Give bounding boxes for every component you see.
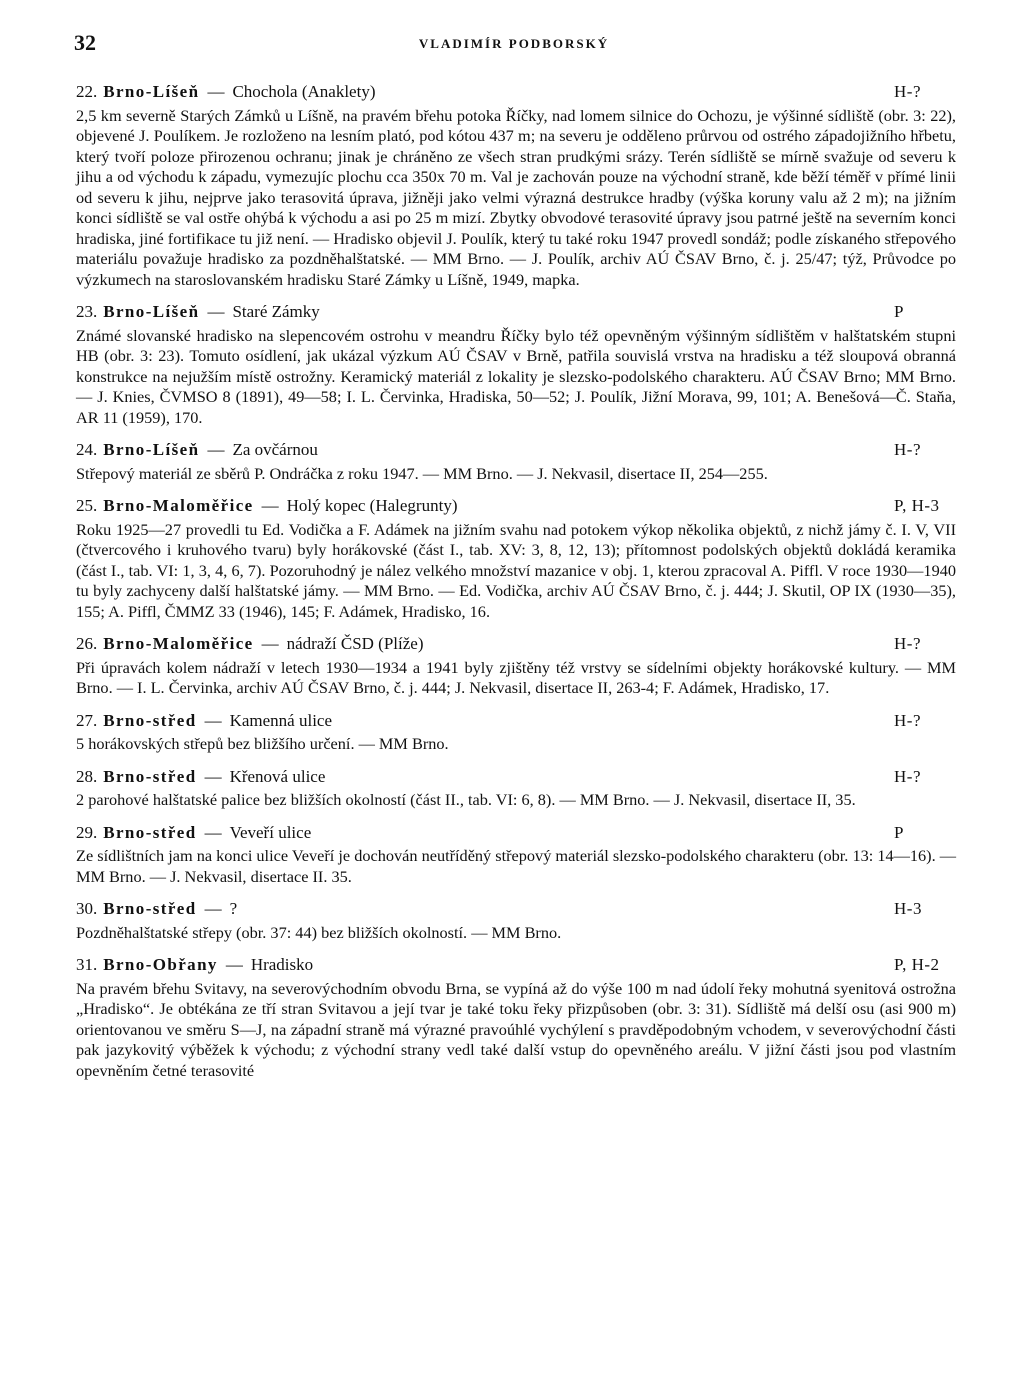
- entry-site: Za ovčárnou: [232, 440, 318, 459]
- entry-dash: —: [207, 440, 225, 459]
- entry-heading: [76, 82, 956, 103]
- entry-text: 5 horákovských střepů bez bližšího určení. — MM Brno.: [76, 734, 449, 753]
- entry-dating: H-?: [894, 440, 921, 459]
- entry-23: [76, 302, 956, 428]
- entry-dating: H-3: [894, 899, 922, 918]
- entry-dash: —: [207, 82, 225, 101]
- entry-dash: —: [261, 496, 279, 515]
- entry-site: nádraží ČSD (Plíže): [286, 634, 424, 653]
- entry-dash: —: [261, 634, 279, 653]
- entry-number: 25.: [76, 496, 98, 515]
- entry-25: [76, 496, 956, 622]
- entry-site: Staré Zámky: [232, 302, 320, 321]
- entry-site: ?: [229, 899, 238, 918]
- entry-heading: [76, 440, 956, 461]
- entry-number: 30.: [76, 899, 98, 918]
- entry-number: 23.: [76, 302, 98, 321]
- entry-text: Při úpravách kolem nádraží v letech 1930—1934 a 1941 byly zjištěny též vrstvy se sídelními objekty horákovské kultury. — MM Brno. — I. L. Červinka, archiv AÚ ČSAV Brno, č. j. 444; J. Nekvasil, disertace II, 263-4; F. Adámek, Hradisko, 17.: [76, 657, 956, 697]
- entry-text: Na pravém břehu Svitavy, na severovýchodním obvodu Brna, se vypíná až do výše 100 m nad údolí řeky mohutná syenitová ostrožna „Hradisko“. Je obtékána ze tří stran Svitavou a její tvar je také toku řeky přizpůsoben (obr. 3: 31). Sídliště má delší osu (asi 900 m) orientovanou ve směru S—J, na západní straně má výrazné pravoúhlé vychýlení s pravděpodobným vchodem, v severovýchodní části pak jazykovitý výběžek k východu; z východní strany vedl také další vstup do opevněného areálu. V jižní části jsou pod vlastním opevněním četné terasovité: [76, 978, 956, 1080]
- entry-28: [76, 767, 956, 811]
- entry-dating: P, H-2: [894, 955, 940, 974]
- entry-26: [76, 634, 956, 699]
- entry-text: Známé slovanské hradisko na slepencovém ostrohu v meandru Říčky bylo též opevněným výšinným sídlištěm v halštatském stupni HB (obr. 3: 23). Tomuto osídlení, jak ukázal výzkum AÚ ČSAV v Brně, patřila souvislá vrstva na hradisku a též sloupová obranná konstrukce na nejužším místě ostrožny. Keramický materiál z lokality je slezsko-podolského charakteru. AÚ ČSAV Brno; MM Brno. — J. Knies, ČVMSO 8 (1891), 49—58; I. L. Červinka, Hradiska, 50—52; J. Poulík, Jižní Morava, 99, 101; A. Benešová—Č. Staňa, AR 11 (1959), 170.: [76, 325, 956, 427]
- entry-dash: —: [204, 710, 222, 730]
- entry-dating: H-?: [894, 634, 921, 653]
- entry-location: Brno-střed: [103, 766, 197, 786]
- entry-location: Brno-střed: [103, 899, 197, 918]
- entry-number: 29.: [76, 822, 98, 842]
- entry-dash: —: [204, 899, 222, 918]
- entry-location: Brno-Líšeň: [103, 302, 200, 321]
- entry-location: Brno-Líšeň: [103, 440, 200, 459]
- entry-number: 24.: [76, 440, 98, 459]
- entry-dating: P, H-3: [894, 496, 940, 515]
- entry-29: [76, 823, 956, 888]
- entry-24: [76, 440, 956, 484]
- entry-dating: H-?: [894, 766, 921, 786]
- entry-heading: [76, 767, 956, 788]
- entry-site: Hradisko: [250, 955, 314, 974]
- entry-heading: [76, 634, 956, 655]
- gazetteer-entries: [76, 82, 956, 1093]
- entry-text: 2,5 km severně Starých Zámků u Líšně, na pravém břehu potoka Říčky, nad lomem silnice do Ochozu, je výšinné sídliště (obr. 3: 22), objevené J. Poulíkem. Je rozloženo na lesním plató, pod kótou 437 m; na severu je odděleno průrvou od ostrého západojižního hřbetu, který tvoří poloze přirozenou ochranu; jinak je chráněno ze všech stran prudkými srázy. Terén sídliště se mírně svažuje od severu k jihu a od východu k západu, vymezujíc plochu cca 350x 70 m. Val je zachován pouze na východní straně, kde běží téměř v přímé linii od severu k jihu, nejprve jako terasovitá úprava, jižněji jako velmi výrazná destrukce hradby (výška koruny valu až 2 m); na jižním konci sídliště se val ostře ohýbá k východu a asi po 25 m mizí. Zbytky obvodové terasovité úpravy jsou patrné ještě na severním konci hradiska, jiné fortifikace tu již není. — Hradisko objevil J. Poulík, který tu také roku 1947 provedl sondáž; podle získaného střepového materiálu považuje hradisko za pozdněhalštatské. — MM Brno. — J. Poulík, archiv AÚ ČSAV Brno, č. j. 25/47; týž, Průvodce po výzkumech na staroslovanském hradisku Staré Zámky u Líšně, 1949, mapka.: [76, 105, 956, 289]
- entry-text: 2 parohové halštatské palice bez bližších okolností (část II., tab. VI: 6, 8). — MM Brno. — J. Nekvasil, disertace II, 35.: [76, 790, 856, 809]
- entry-22: [76, 82, 956, 290]
- entry-location: Brno-Maloměřice: [103, 634, 254, 653]
- entry-dash: —: [207, 302, 225, 321]
- entry-location: Brno-Líšeň: [103, 82, 200, 101]
- entry-location: Brno-Maloměřice: [103, 496, 254, 515]
- entry-dating: P: [894, 302, 904, 321]
- entry-site: Veveří ulice: [229, 822, 312, 842]
- entry-dash: —: [204, 766, 222, 786]
- entry-text: Roku 1925—27 provedli tu Ed. Vodička a F. Adámek na jižním svahu nad potokem výkop několika objektů, z nichž jámy č. I. V, VII (čtvercového i kruhového tvaru) byly horákovské (část I., tab. XV: 3, 8, 12, 13); přítomnost podolských objektů dokládá keramika (část I., tab. VI: 1, 3, 4, 6, 7). Pozoruhodný je nález velkého množství mazanice v obj. 1, kterou zpracoval A. Piffl. V roce 1930—1940 tu byly zachyceny další halštatské jámy. — MM Brno. — Ed. Vodička, archiv AÚ ČSAV Brno, č. j. 444; J. Skutil, OP IX (1930—35), 155; A. Piffl, ČMMZ 33 (1946), 145; F. Adámek, Hradisko, 16.: [76, 519, 956, 621]
- entry-heading: [76, 496, 956, 517]
- entry-heading: [76, 711, 956, 732]
- entry-location: Brno-Obřany: [103, 955, 218, 974]
- entry-site: Chochola (Anaklety): [232, 82, 376, 101]
- running-title: VLADIMÍR PODBORSKÝ: [418, 36, 610, 51]
- entry-30: [76, 899, 956, 943]
- entry-number: 22.: [76, 82, 98, 101]
- entry-heading: [76, 302, 956, 323]
- entry-site: Křenová ulice: [229, 766, 326, 786]
- entry-location: Brno-střed: [103, 822, 197, 842]
- entry-heading: [76, 899, 956, 920]
- entry-number: 28.: [76, 766, 98, 786]
- entry-text: Ze sídlištních jam na konci ulice Veveří je dochován neutříděný střepový materiál slezsko-podolského charakteru (obr. 13: 14—16). — MM Brno. — J. Nekvasil, disertace II. 35.: [76, 846, 957, 886]
- entry-dash: —: [225, 955, 243, 974]
- entry-number: 26.: [76, 634, 98, 653]
- entry-heading: [76, 823, 956, 844]
- entry-number: 31.: [76, 955, 98, 974]
- entry-number: 27.: [76, 710, 98, 730]
- running-head: [74, 30, 954, 60]
- entry-dash: —: [204, 822, 222, 842]
- entry-text: Pozdněhalštatské střepy (obr. 37: 44) bez bližších okolností. — MM Brno.: [76, 922, 562, 942]
- entry-text: Střepový materiál ze sběrů P. Ondráčka z roku 1947. — MM Brno. — J. Nekvasil, disertace II, 254—255.: [76, 463, 768, 483]
- entry-dating: P: [894, 822, 904, 842]
- entry-dating: H-?: [894, 710, 921, 730]
- entry-heading: [76, 955, 956, 976]
- page-number: 32: [74, 30, 96, 55]
- entry-31: [76, 955, 956, 1081]
- entry-27: [76, 711, 956, 755]
- entry-site: Holý kopec (Halegrunty): [286, 496, 458, 515]
- entry-site: Kamenná ulice: [229, 710, 333, 730]
- entry-dating: H-?: [894, 82, 921, 101]
- entry-location: Brno-střed: [103, 710, 197, 730]
